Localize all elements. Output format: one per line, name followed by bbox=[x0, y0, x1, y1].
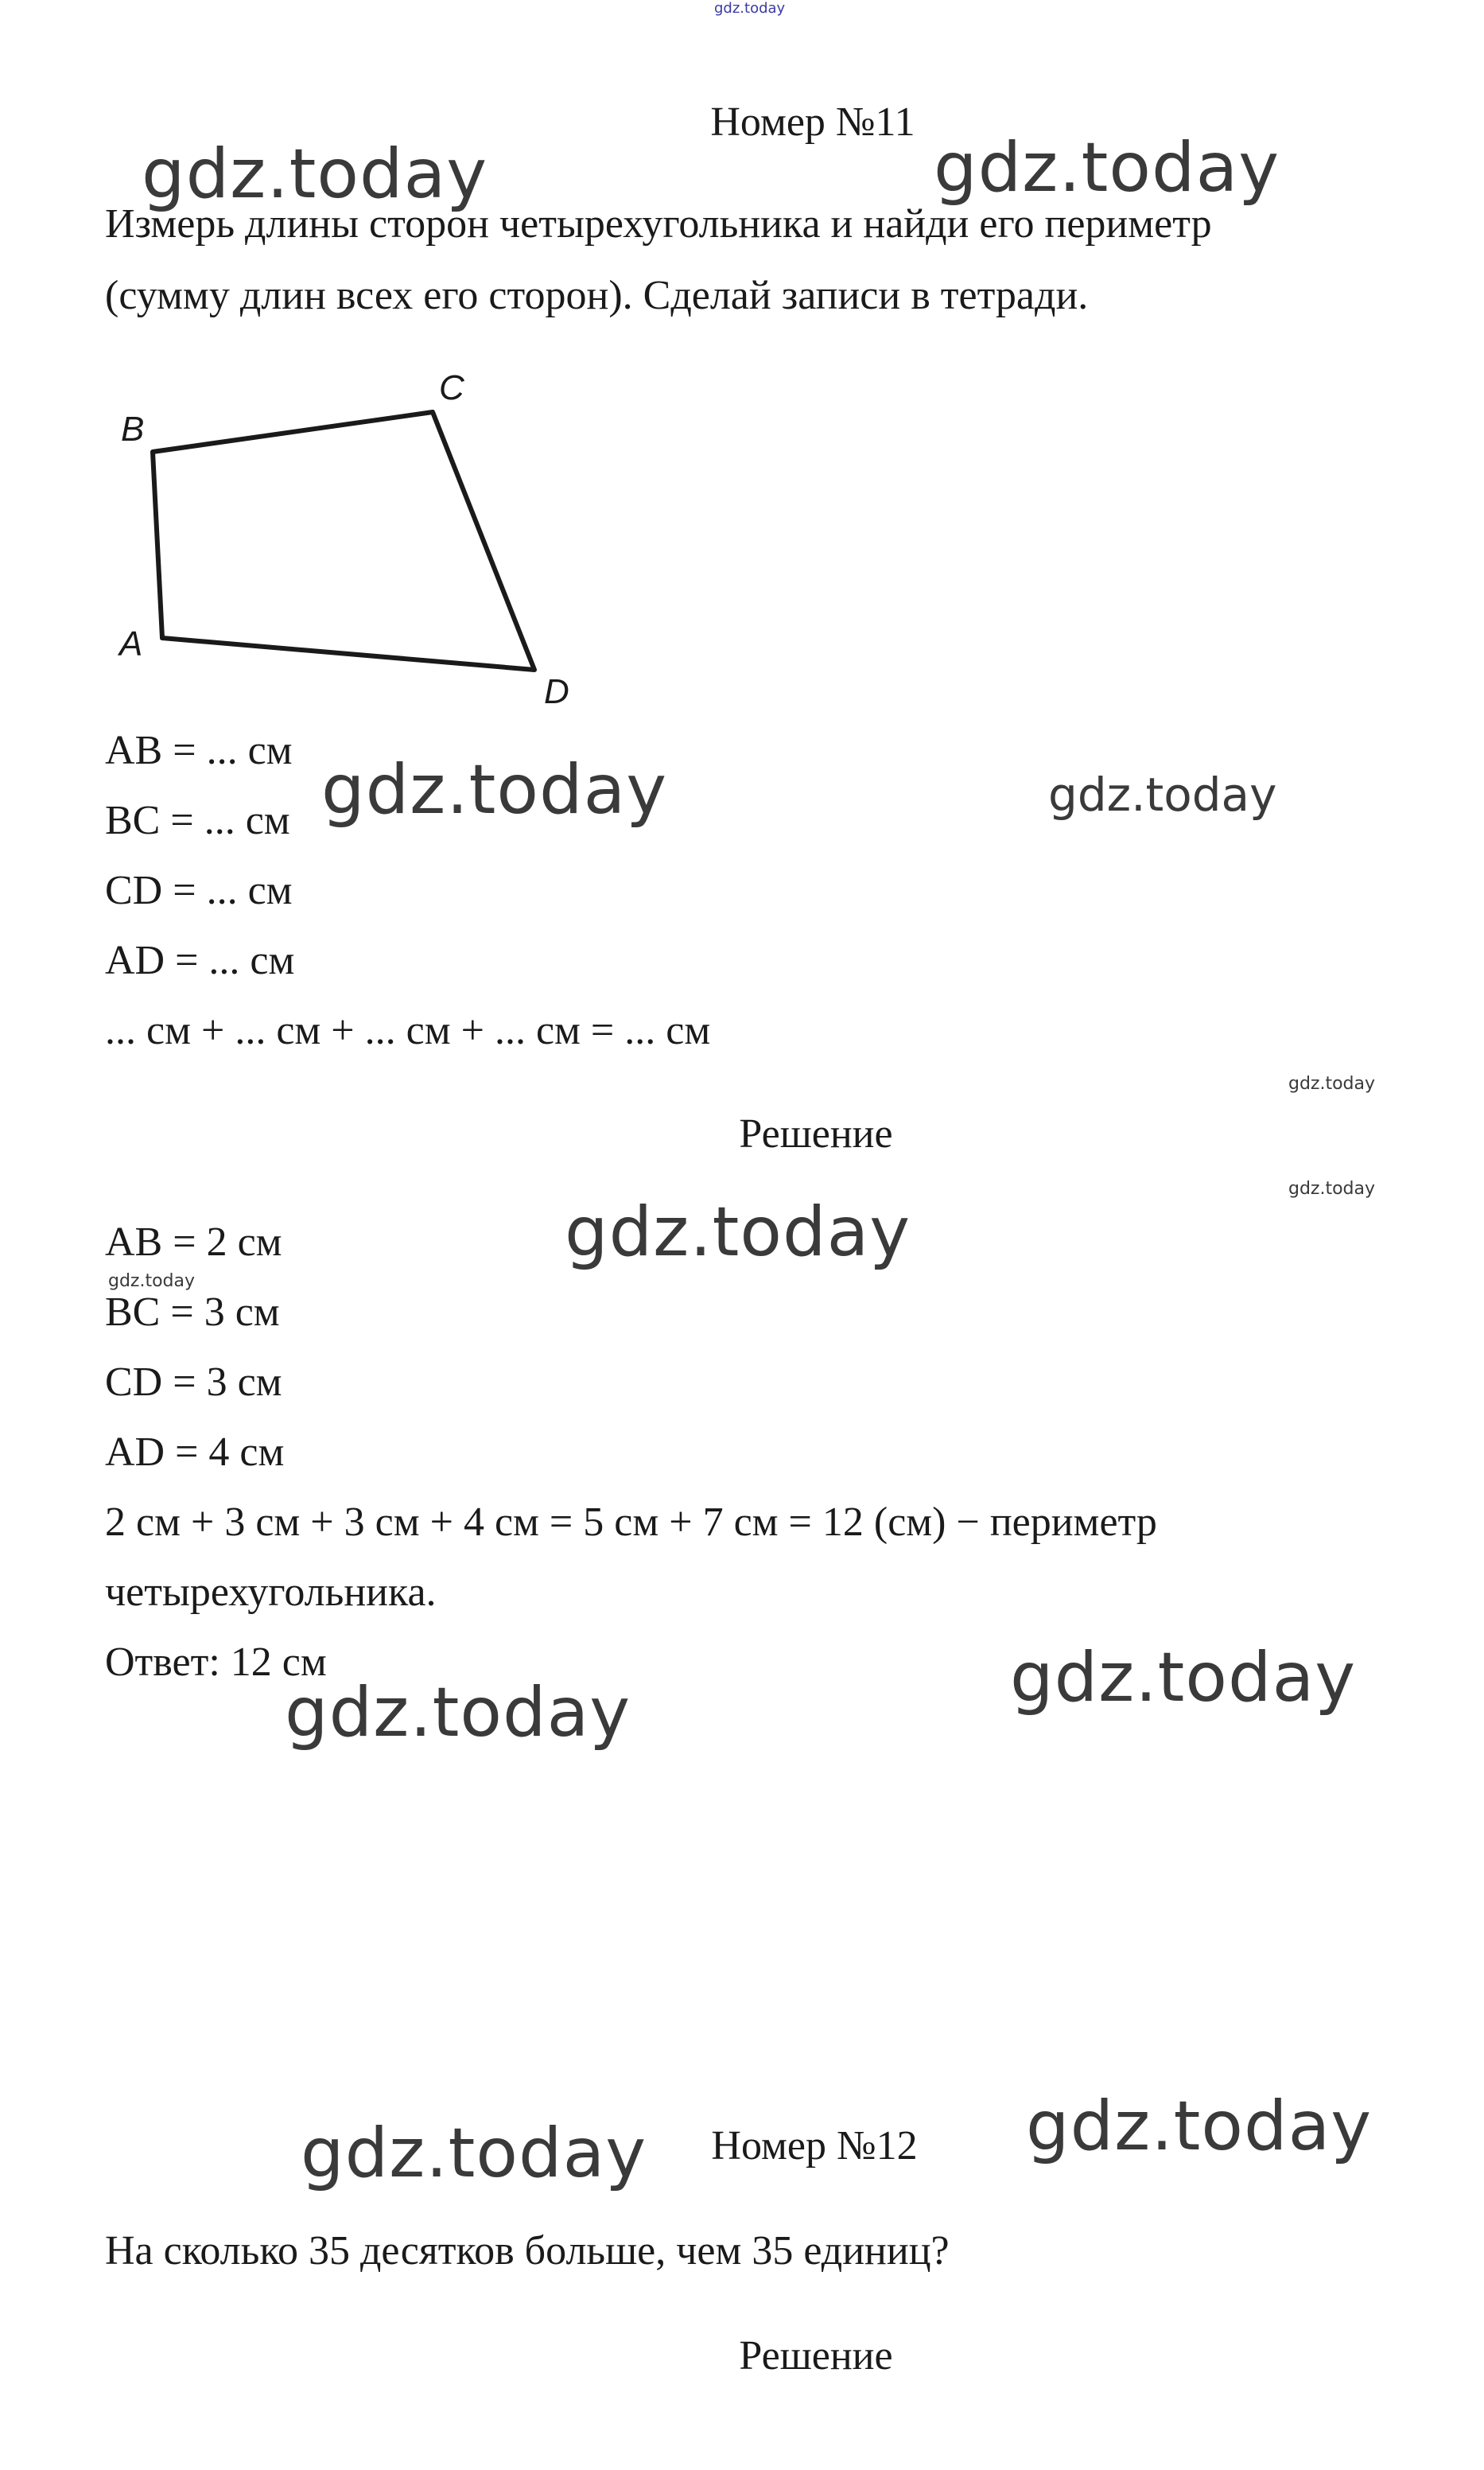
vertex-label-d: D bbox=[544, 672, 569, 708]
answer-line: Ответ: 12 см bbox=[105, 1640, 327, 1685]
problem-12-title: Номер №12 bbox=[711, 2123, 918, 2169]
watermark: gdz.today bbox=[565, 1192, 911, 1272]
watermark: gdz.today bbox=[142, 134, 488, 214]
problem-11-solution-heading: Решение bbox=[739, 1111, 893, 1157]
watermark: gdz.today bbox=[108, 1271, 196, 1291]
quadrilateral-abcd bbox=[153, 412, 534, 670]
vertex-label-b: B bbox=[121, 410, 145, 449]
solution-line-cd: CD = 3 см bbox=[105, 1359, 282, 1405]
watermark: gdz.today bbox=[934, 128, 1280, 208]
solution-line-sum: 2 см + 3 см + 3 см + 4 см = 5 см + 7 см = 12 (см) − периметр bbox=[105, 1500, 1157, 1545]
watermark: gdz.today bbox=[301, 2114, 647, 2193]
solution-line-bc: BC = 3 см bbox=[105, 1289, 280, 1335]
watermark: gdz.today bbox=[1010, 1638, 1357, 1717]
watermark: gdz.today bbox=[1288, 1074, 1376, 1094]
problem-11-title: Номер №11 bbox=[710, 99, 915, 145]
solution-line-ad: AD = 4 см bbox=[105, 1429, 285, 1475]
quadrilateral-figure bbox=[95, 326, 604, 708]
template-line-cd: CD = ... см bbox=[105, 868, 293, 913]
watermark: gdz.today bbox=[285, 1673, 631, 1752]
template-line-sum: ... см + ... см + ... см + ... см = ... см bbox=[105, 1008, 711, 1053]
template-line-bc: BC = ... см bbox=[105, 798, 290, 843]
problem-12-solution-heading: Решение bbox=[739, 2333, 893, 2379]
problem-11-statement-line-1: Измерь длины сторон четырехугольника и найди его периметр bbox=[105, 201, 1212, 247]
solution-line-sum-continued: четырехугольника. bbox=[105, 1570, 437, 1615]
watermark: gdz.today bbox=[1026, 2087, 1373, 2166]
watermark: gdz.today bbox=[1288, 1179, 1376, 1199]
problem-12-statement: На сколько 35 десятков больше, чем 35 единиц? bbox=[105, 2228, 950, 2274]
watermark: gdz.today bbox=[321, 750, 668, 830]
watermark-top: gdz.today bbox=[714, 0, 786, 17]
problem-11-statement-line-2: (сумму длин всех его сторон). Сделай записи в тетради. bbox=[105, 273, 1089, 318]
watermark: gdz.today bbox=[1048, 768, 1277, 822]
vertex-label-a: A bbox=[119, 624, 143, 663]
template-line-ad: AD = ... см bbox=[105, 938, 295, 983]
solution-line-ab: AB = 2 см bbox=[105, 1219, 282, 1265]
vertex-label-c: C bbox=[439, 368, 464, 407]
template-line-ab: AB = ... см bbox=[105, 728, 293, 773]
